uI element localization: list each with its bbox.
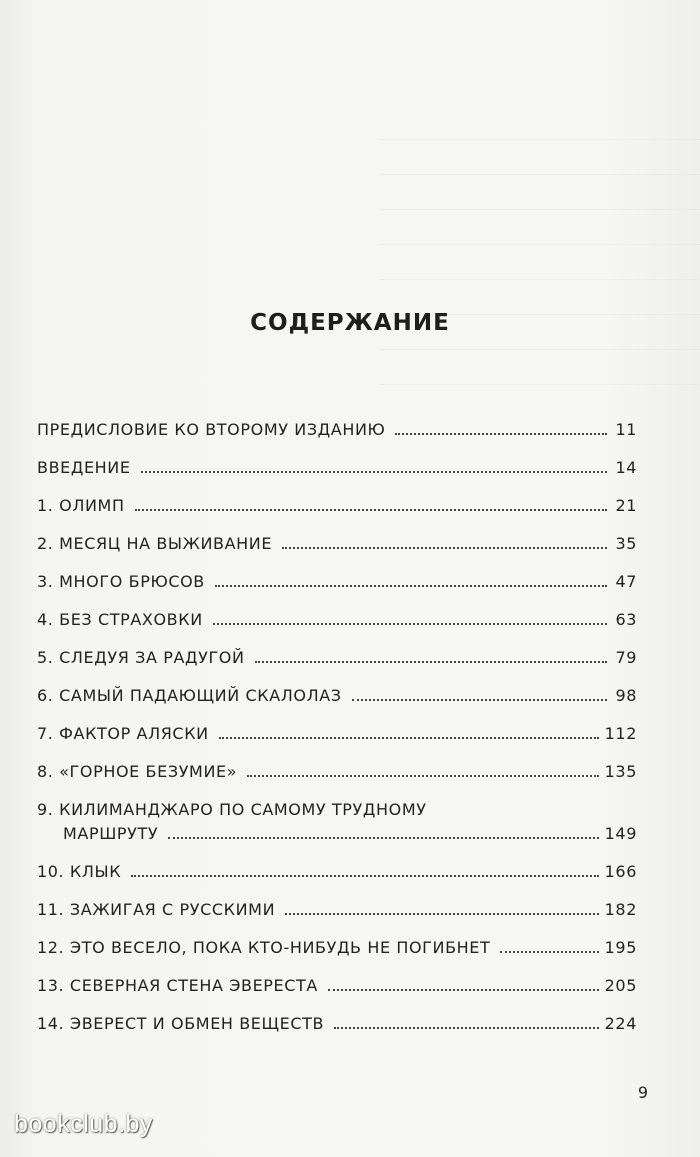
toc-entry-title: 13. СЕВЕРНАЯ СТЕНА ЭВЕРЕСТА — [37, 976, 318, 995]
toc-entry-page: 98 — [615, 686, 637, 705]
toc-entry-page: 135 — [604, 762, 637, 781]
toc-title: СОДЕРЖАНИЕ — [250, 310, 450, 336]
toc-entry-page: 79 — [615, 648, 637, 667]
toc-entry-title: 1. ОЛИМП — [37, 496, 125, 515]
toc-entry-page: 47 — [615, 572, 637, 591]
toc-entry-title: 6. САМЫЙ ПАДАЮЩИЙ СКАЛОЛАЗ — [37, 686, 342, 705]
toc-entry-title-continued: МАРШРУТУ — [63, 824, 159, 843]
dot-leader — [255, 661, 607, 663]
toc-entry — [37, 496, 637, 516]
toc-entry — [37, 976, 637, 996]
toc-entry — [37, 724, 637, 744]
toc-entry — [37, 534, 637, 554]
dot-leader — [135, 509, 607, 511]
dot-leader — [131, 875, 598, 877]
dot-leader — [395, 433, 607, 435]
dot-leader — [500, 951, 598, 953]
toc-entry — [37, 800, 637, 844]
toc-entry — [37, 938, 637, 958]
toc-entry-page: 63 — [615, 610, 637, 629]
dot-leader — [213, 623, 607, 625]
dot-leader — [141, 471, 607, 473]
toc-entry-title: 3. МНОГО БРЮСОВ — [37, 572, 205, 591]
dot-leader — [215, 585, 607, 587]
page-number: 9 — [637, 1083, 648, 1102]
dot-leader — [219, 737, 599, 739]
table-of-contents — [37, 420, 637, 1052]
dot-leader — [282, 547, 607, 549]
dot-leader — [247, 775, 599, 777]
toc-entry — [37, 862, 637, 882]
toc-entry-title: ПРЕДИСЛОВИЕ КО ВТОРОМУ ИЗДАНИЮ — [37, 420, 386, 439]
toc-entry-title: 7. ФАКТОР АЛЯСКИ — [37, 724, 209, 743]
watermark-logo: bookclub.by — [14, 1110, 153, 1138]
toc-entry-page: 149 — [604, 824, 637, 843]
toc-entry — [37, 648, 637, 668]
toc-entry — [37, 572, 637, 592]
toc-entry-title: 11. ЗАЖИГАЯ С РУССКИМИ — [37, 900, 276, 919]
toc-entry-title: ВВЕДЕНИЕ — [37, 458, 131, 477]
toc-entry — [37, 610, 637, 630]
toc-entry-page: 35 — [615, 534, 637, 553]
toc-entry-page: 195 — [604, 938, 637, 957]
toc-entry-page: 14 — [615, 458, 637, 477]
toc-entry — [37, 1014, 637, 1034]
toc-entry-title: 9. КИЛИМАНДЖАРО ПО САМОМУ ТРУДНОМУ — [37, 800, 427, 819]
toc-entry — [37, 420, 637, 440]
toc-entry-page: 224 — [604, 1014, 637, 1033]
toc-entry-title: 4. БЕЗ СТРАХОВКИ — [37, 610, 203, 629]
toc-entry-title: 10. КЛЫК — [37, 862, 122, 881]
toc-entry-title: 8. «ГОРНОЕ БЕЗУМИЕ» — [37, 762, 238, 781]
toc-entry-page: 11 — [615, 420, 637, 439]
toc-entry — [37, 458, 637, 478]
toc-entry-title: 5. СЛЕДУЯ ЗА РАДУГОЙ — [37, 648, 245, 667]
toc-entry — [37, 686, 637, 706]
toc-entry — [37, 900, 637, 920]
toc-entry-page: 21 — [615, 496, 637, 515]
dot-leader — [168, 837, 598, 839]
toc-entry-title: 2. МЕСЯЦ НА ВЫЖИВАНИЕ — [37, 534, 273, 553]
toc-entry-title: 12. ЭТО ВЕСЕЛО, ПОКА КТО-НИБУДЬ НЕ ПОГИБНЕТ — [37, 938, 491, 957]
toc-entry — [37, 762, 637, 782]
dot-leader — [352, 699, 607, 701]
toc-entry-page: 205 — [604, 976, 637, 995]
toc-entry-page: 166 — [604, 862, 637, 881]
dot-leader — [328, 989, 599, 991]
dot-leader — [334, 1027, 599, 1029]
dot-leader — [285, 913, 599, 915]
toc-entry-title: 14. ЭВЕРЕСТ И ОБМЕН ВЕЩЕСТВ — [37, 1014, 325, 1033]
bleed-through-text — [380, 105, 700, 405]
toc-entry-page: 182 — [604, 900, 637, 919]
toc-entry-page: 112 — [604, 724, 637, 743]
